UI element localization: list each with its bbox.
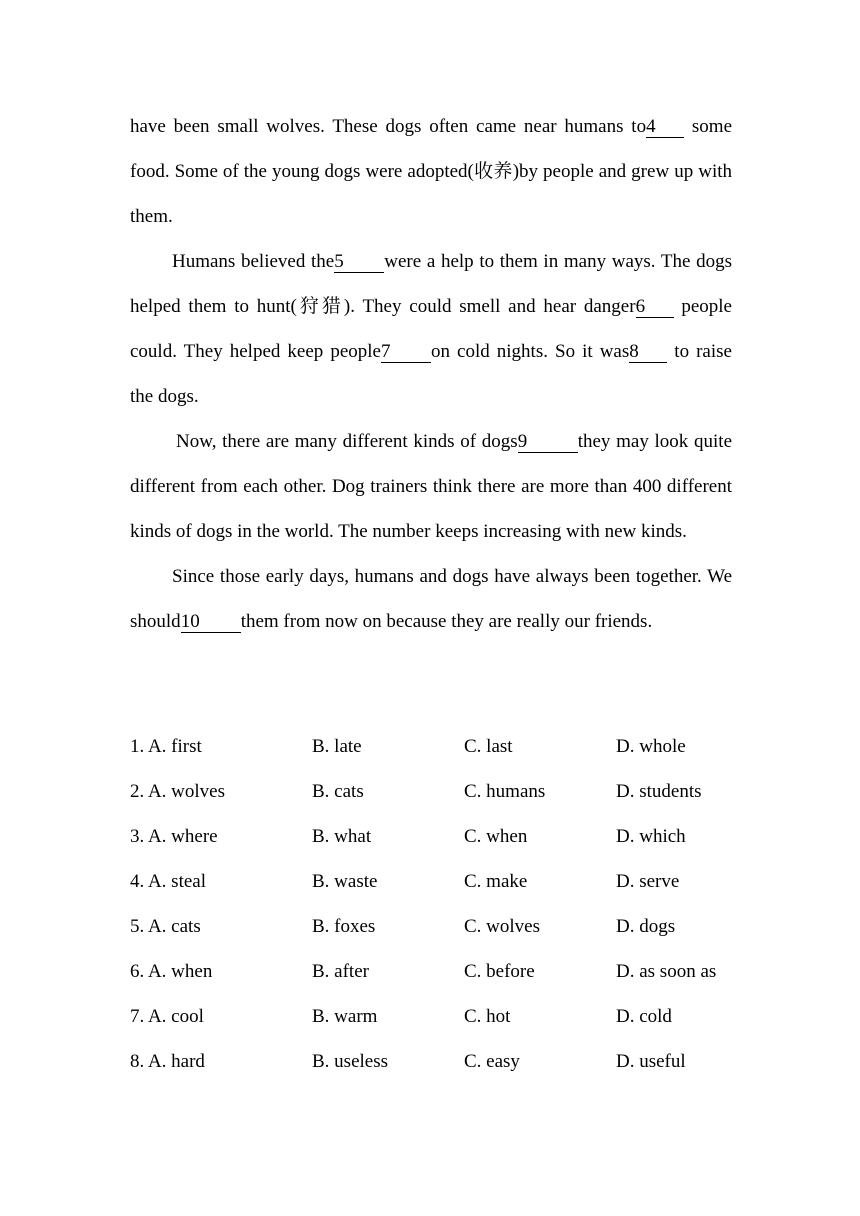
option-row-8 [130, 1039, 750, 1084]
option-b: B. foxes [312, 916, 376, 937]
option-d: D. whole [616, 736, 686, 757]
blank-6: 6 [636, 297, 674, 318]
option-a: 2. A. wolves [130, 781, 225, 802]
option-b: B. useless [312, 1051, 388, 1072]
option-b: B. after [312, 961, 369, 982]
paragraph-3 [130, 419, 732, 554]
paragraph-4-text-2: them from now on because they are really our friends. [240, 611, 653, 632]
blank-10: 10 [181, 612, 241, 633]
option-row-7 [130, 994, 750, 1039]
paragraph-1 [130, 104, 732, 239]
option-row-3 [130, 814, 750, 859]
option-b: B. waste [312, 871, 378, 892]
option-row-4 [130, 859, 750, 904]
blank-5: 5 [334, 252, 384, 273]
option-c: C. easy [464, 1051, 520, 1072]
option-row-6 [130, 949, 750, 994]
option-d: D. which [616, 826, 686, 847]
blank-7: 7 [381, 342, 431, 363]
option-b: B. warm [312, 1006, 378, 1027]
paragraph-3-text-1: Now, there are many different kinds of dogs [176, 431, 518, 452]
paragraph-4-text-1: Since those early days, humans and dogs have always been together. We should [130, 566, 732, 632]
paragraph-2-text-1: Humans believed the [172, 251, 335, 272]
option-row-1 [130, 724, 750, 769]
option-c: C. before [464, 961, 535, 982]
option-c: C. hot [464, 1006, 511, 1027]
option-c: C. humans [464, 781, 546, 802]
passage [130, 104, 732, 644]
paragraph-3-text-2: they may look quite different from each other. Dog trainers think there are more than 400 different kinds of dogs in the world. The number keeps increasing with new kinds. [130, 431, 732, 542]
blank-4: 4 [646, 117, 684, 138]
option-d: D. as soon as [616, 961, 717, 982]
blank-9: 9 [518, 432, 578, 453]
option-a: 1. A. first [130, 736, 202, 757]
option-c: C. wolves [464, 916, 540, 937]
option-d: D. students [616, 781, 702, 802]
option-row-5 [130, 904, 750, 949]
option-a: 6. A. when [130, 961, 213, 982]
answer-options [130, 724, 750, 1084]
paragraph-1-text-1: have been small wolves. These dogs often came near humans to [130, 116, 647, 137]
option-b: B. cats [312, 781, 364, 802]
option-b: B. late [312, 736, 362, 757]
option-a: 4. A. steal [130, 871, 206, 892]
paragraph-2 [130, 239, 732, 419]
option-a: 8. A. hard [130, 1051, 205, 1072]
paragraph-1-text-2: some food. Some of the young dogs were adopted(收养)by people and grew up with them. [130, 116, 732, 227]
option-c: C. last [464, 736, 513, 757]
option-c: C. when [464, 826, 528, 847]
option-d: D. cold [616, 1006, 672, 1027]
option-a: 7. A. cool [130, 1006, 204, 1027]
option-row-2 [130, 769, 750, 814]
option-d: D. serve [616, 871, 680, 892]
option-a: 5. A. cats [130, 916, 201, 937]
option-d: D. useful [616, 1051, 686, 1072]
blank-8: 8 [629, 342, 667, 363]
paragraph-2-text-5: to raise the dogs. [130, 341, 732, 407]
paragraph-2-text-4: on cold nights. So it was [430, 341, 630, 362]
option-b: B. what [312, 826, 372, 847]
option-d: D. dogs [616, 916, 676, 937]
paragraph-4 [130, 554, 732, 644]
paragraph-2-text-2: were a help to them in many ways. The dogs helped them to hunt(狩猎). They could smell and hear danger [130, 251, 732, 317]
option-c: C. make [464, 871, 528, 892]
paragraph-2-text-3: people could. They helped keep people [130, 296, 732, 362]
option-a: 3. A. where [130, 826, 218, 847]
